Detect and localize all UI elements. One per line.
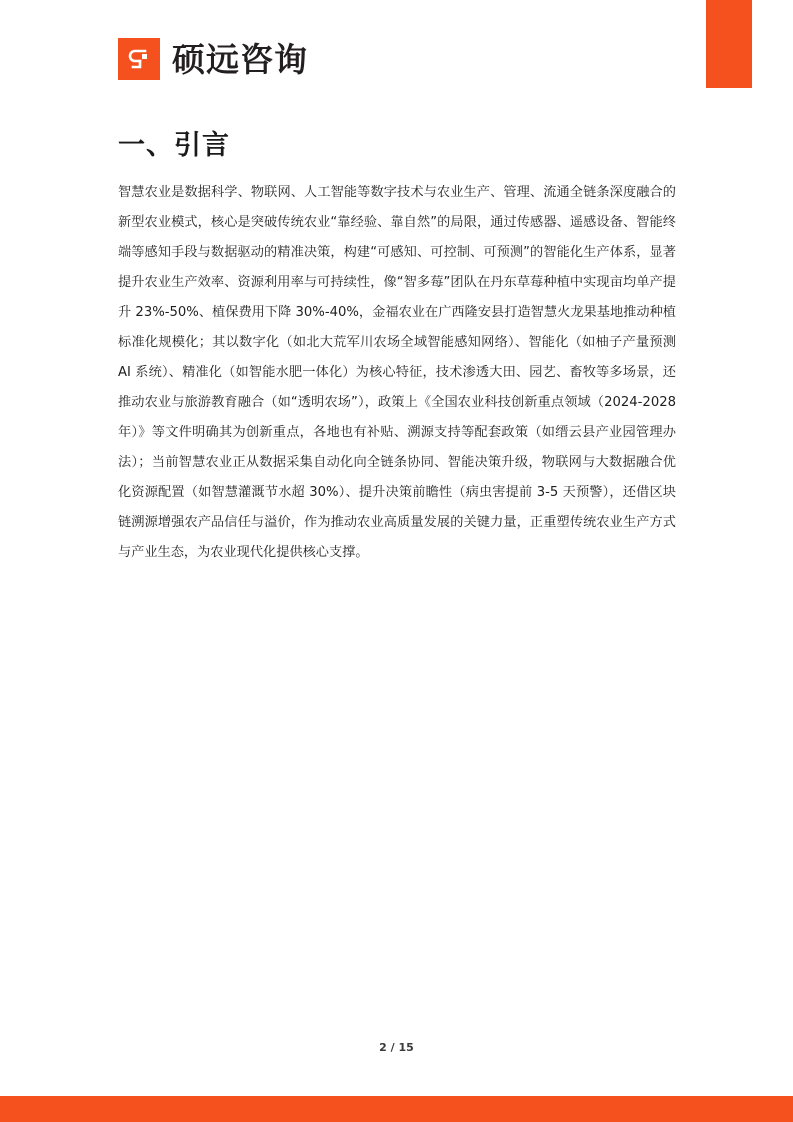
document-body — [118, 178, 676, 568]
decorative-block-top-right — [706, 0, 752, 88]
body-paragraph: 智慧农业是数据科学、物联网、人工智能等数字技术与农业生产、管理、流通全链条深度融合的新型农业模式，核心是突破传统农业“靠经验、靠自然”的局限，通过传感器、遥感设备、智能终端等感知手段与数据驱动的精准决策，构建“可感知、可控制、可预测”的智能化生产体系，显著提升农业生产效率、资源利用率与可持续性，像“智多莓”团队在丹东草莓种植中实现亩均单产提升 23%-50%、植保费用下降 30%-40%，金福农业在广西隆安县打造智慧火龙果基地推动种植标准化规模化；其以数字化（如北大荒军川农场全域智能感知网络）、智能化（如柚子产量预测 AI 系统）、精准化（如智能水肥一体化）为核心特征，技术渗透大田、园艺、畜牧等多场景，还推动农业与旅游教育融合（如“透明农场”），政策上《全国农业科技创新重点领域（2024-2028 年）》等文件明确其为创新重点，各地也有补贴、溯源支持等配套政策（如缙云县产业园管理办法）；当前智慧农业正从数据采集自动化向全链条协同、智能决策升级，物联网与大数据融合优化资源配置（如智慧灌溉节水超 30%）、提升决策前瞻性（病虫害提前 3-5 天预警），还借区块链溯源增强农产品信任与溢价，作为推动农业高质量发展的关键力量，正重塑传统农业生产方式与产业生态，为农业现代化提供核心支撑。 — [118, 185, 676, 560]
section-heading: 一、引言 — [118, 130, 230, 162]
brand-logo — [118, 38, 308, 80]
decorative-bar-bottom — [0, 1096, 793, 1122]
square-logo-mark-icon — [118, 38, 160, 80]
brand-name: 硕远咨询 — [172, 39, 308, 79]
page-number: 2 / 15 — [379, 1041, 414, 1054]
decorative-bar-bottom-notch — [0, 1086, 58, 1096]
